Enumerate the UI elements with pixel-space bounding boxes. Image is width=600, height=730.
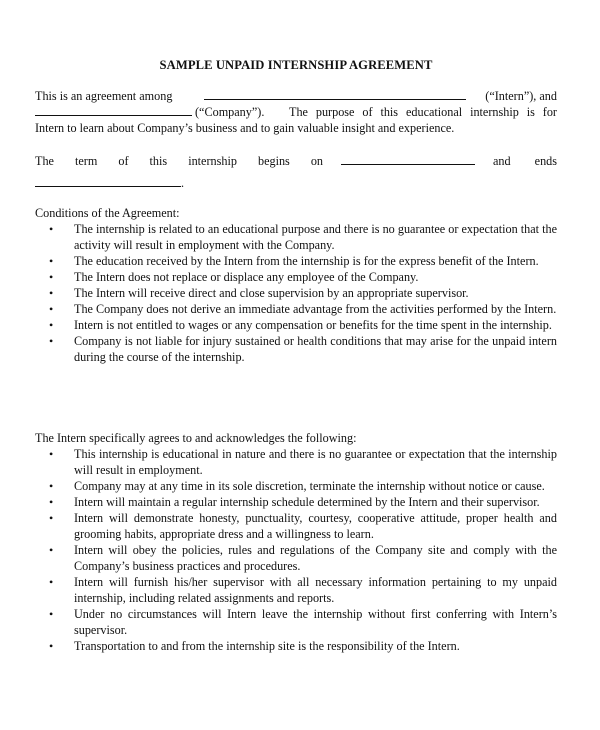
list-item xyxy=(35,494,557,510)
list-item xyxy=(35,510,557,542)
end-date-blank xyxy=(35,175,181,187)
list-item xyxy=(35,253,557,269)
list-item xyxy=(35,301,557,317)
bullet-icon: • xyxy=(49,334,54,348)
intro-line1-end: (“Intern”), and xyxy=(485,89,557,103)
term-word-begins: begins xyxy=(257,154,290,168)
term-line-2 xyxy=(35,175,557,191)
list-item xyxy=(35,542,557,574)
intro-line-1 xyxy=(35,88,557,104)
list-item-text: Company may at any time in its sole discretion, terminate the internship without notice or cause. xyxy=(74,479,545,493)
intern-agrees-section xyxy=(35,430,557,654)
bullet-icon: • xyxy=(49,479,54,493)
bullet-icon: • xyxy=(49,318,54,332)
intro-line1-start: This is an agreement among xyxy=(35,89,173,103)
list-item xyxy=(35,221,557,253)
term-word-of: of xyxy=(118,154,129,168)
conditions-section xyxy=(35,205,557,365)
list-item-text: The Intern will receive direct and close supervision by an appropriate supervisor. xyxy=(74,286,469,300)
list-item xyxy=(35,269,557,285)
term-line-1 xyxy=(35,153,557,169)
intro-line2-rest: The purpose of this educational internship is for xyxy=(289,105,557,119)
list-item-text: Intern will obey the policies, rules and regulations of the Company site and comply with the Company’s business practices and procedures. xyxy=(74,543,557,573)
list-item-text: Intern will demonstrate honesty, punctuality, courtesy, cooperative attitude, proper health and grooming habits, appropriate dress and a willingness to learn. xyxy=(74,511,557,541)
intro-line-2 xyxy=(35,104,557,120)
bullet-icon: • xyxy=(49,575,54,589)
list-item-text: This internship is educational in nature and there is no guarantee or expectation that the internship will result in employment. xyxy=(74,447,557,477)
list-item-text: Intern is not entitled to wages or any compensation or benefits for the time spent in the internship. xyxy=(74,318,552,332)
bullet-icon: • xyxy=(49,447,54,461)
list-item-text: Under no circumstances will Intern leave the internship without first conferring with Intern’s supervisor. xyxy=(74,607,557,637)
conditions-list xyxy=(35,221,557,365)
bullet-icon: • xyxy=(49,286,54,300)
term-paragraph xyxy=(35,153,557,191)
term-word-term: term xyxy=(74,154,98,168)
bullet-icon: • xyxy=(49,254,54,268)
list-item xyxy=(35,285,557,301)
list-item-text: Intern will maintain a regular internship schedule determined by the Intern and their supervisor. xyxy=(74,495,540,509)
term-word-on: on xyxy=(310,154,324,168)
list-item xyxy=(35,574,557,606)
bullet-icon: • xyxy=(49,270,54,284)
bullet-icon: • xyxy=(49,495,54,509)
list-item-text: Company is not liable for injury sustained or health conditions that may arise for the unpaid intern during the course of the internship. xyxy=(74,334,557,364)
party-name-blank xyxy=(204,88,466,100)
bullet-icon: • xyxy=(49,639,54,653)
start-date-blank xyxy=(341,153,475,165)
list-item xyxy=(35,478,557,494)
term-and-ends: and ends xyxy=(493,154,558,168)
intro-paragraph xyxy=(35,88,557,136)
term-word-the: The xyxy=(35,154,54,168)
term-word-internship: internship xyxy=(188,154,237,168)
list-item-text: The Intern does not replace or displace any employee of the Company. xyxy=(74,270,419,284)
list-item-text: Intern will furnish his/her supervisor with all necessary information pertaining to my unpaid internship, including related assignments and reports. xyxy=(74,575,557,605)
bullet-icon: • xyxy=(49,607,54,621)
bullet-icon: • xyxy=(49,222,54,236)
intern-agrees-list xyxy=(35,446,557,654)
list-item-text: The education received by the Intern from the internship is for the express benefit of the Intern. xyxy=(74,254,539,268)
list-item xyxy=(35,638,557,654)
list-item xyxy=(35,606,557,638)
intro-company-label: (“Company”). xyxy=(195,105,265,119)
intern-agrees-heading: The Intern specifically agrees to and acknowledges the following: xyxy=(35,431,357,445)
bullet-icon: • xyxy=(49,302,54,316)
list-item xyxy=(35,333,557,365)
list-item-text: The internship is related to an educational purpose and there is no guarantee or expectation that the activity will result in employment with the Company. xyxy=(74,222,557,252)
list-item-text: The Company does not derive an immediate advantage from the activities performed by the Intern. xyxy=(74,302,557,316)
term-period: . xyxy=(181,176,185,190)
company-name-blank xyxy=(35,104,192,116)
bullet-icon: • xyxy=(49,511,54,525)
bullet-icon: • xyxy=(49,543,54,557)
list-item xyxy=(35,317,557,333)
document-title: SAMPLE UNPAID INTERNSHIP AGREEMENT xyxy=(159,58,433,72)
conditions-heading: Conditions of the Agreement: xyxy=(35,206,180,220)
intro-line-3: Intern to learn about Company’s business and to gain valuable insight and experience. xyxy=(35,121,455,135)
term-word-this: this xyxy=(149,154,168,168)
list-item xyxy=(35,446,557,478)
list-item-text: Transportation to and from the internship site is the responsibility of the Intern. xyxy=(74,639,460,653)
